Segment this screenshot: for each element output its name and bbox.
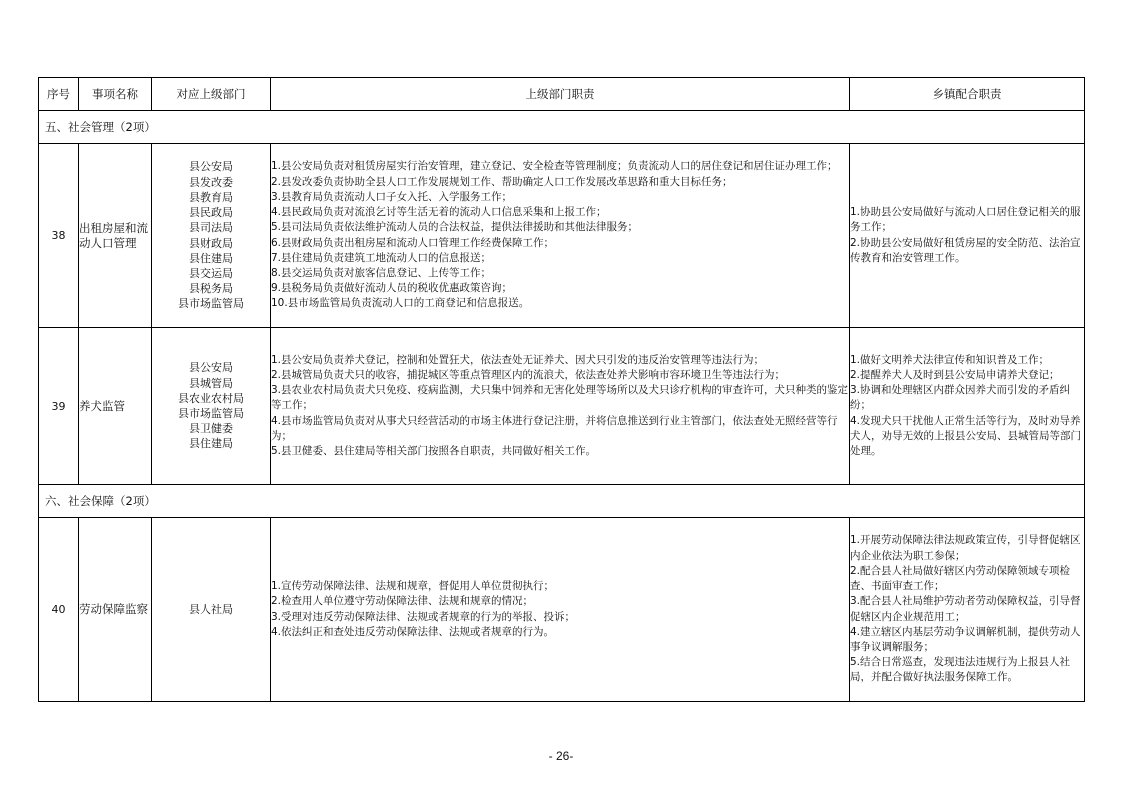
header-seq: 序号 xyxy=(39,78,79,111)
cell-line: 县人社局 xyxy=(189,602,233,616)
page-number: - 26- xyxy=(548,749,574,763)
town-duties-cell xyxy=(850,518,1085,702)
cell-line: 2.配合县人社局做好辖区内劳动保障领域专项检查、书面审查工作； xyxy=(850,564,1071,593)
town-duties-cell xyxy=(850,328,1085,485)
cell-line: 9.县税务局负责做好流动人员的税收优惠政策咨询； xyxy=(271,282,513,295)
cell-line: 3.县教育局负责流动人口子女入托、入学服务工作； xyxy=(271,190,513,203)
upper-duties-cell xyxy=(271,328,850,485)
cell-line: 县发改委 xyxy=(189,175,233,189)
dept-cell xyxy=(152,518,271,702)
dept-cell xyxy=(152,144,271,328)
cell-line: 县交运局 xyxy=(189,266,233,280)
cell-line: 4.建立辖区内基层劳动争议调解机制，提供劳动人事争议调解服务； xyxy=(850,625,1081,653)
cell-line: 7.县住建局负责建筑工地流动人口的信息报送； xyxy=(271,251,492,264)
item-name: 养犬监管 xyxy=(79,328,152,485)
upper-duties-cell xyxy=(271,518,850,702)
cell-line: 县公安局 xyxy=(189,361,233,375)
upper-duties-cell xyxy=(271,144,850,328)
duties-table xyxy=(38,77,1085,702)
row-number: 38 xyxy=(39,144,79,328)
section-title: 五、社会管理（2项） xyxy=(39,111,1085,144)
cell-line: 2.协助县公安局做好租赁房屋的安全防范、法治宣传教育和治安管理工作。 xyxy=(850,236,1081,264)
cell-line: 8.县交运局负责对旅客信息登记、上传等工作； xyxy=(271,266,492,279)
header-item: 事项名称 xyxy=(79,78,152,111)
cell-line: 县公安局 xyxy=(189,160,233,174)
cell-line: 2.检查用人单位遵守劳动保障法律、法规和规章的情况； xyxy=(271,595,534,608)
town-duties-cell xyxy=(850,144,1085,328)
dept-cell xyxy=(152,328,271,485)
cell-line: 1.开展劳动保障法律法规政策宣传，引导督促辖区内企业依法为职工参保； xyxy=(850,534,1081,562)
cell-line: 县住建局 xyxy=(189,437,233,451)
cell-line: 县税务局 xyxy=(189,282,233,296)
cell-line: 1.做好文明养犬法律宣传和知识普及工作； xyxy=(850,353,1050,366)
cell-line: 3.受理对违反劳动保障法律、法规或者规章的行为的举报、投诉； xyxy=(271,610,576,623)
cell-line: 县农业农村局 xyxy=(178,391,244,405)
cell-line: 4.县市场监管局负责对从事犬只经营活动的市场主体进行登记注册，并将信息推送到行业主管部门，依法查处无照经营等行为； xyxy=(271,414,838,442)
row-number: 40 xyxy=(39,518,79,702)
cell-line: 1.宣传劳动保障法律、法规和规章，督促用人单位贯彻执行； xyxy=(271,580,555,593)
cell-line: 5.县卫健委、县住建局等相关部门按照各自职责，共同做好相关工作。 xyxy=(271,445,597,457)
cell-line: 4.县民政局负责对流浪乞讨等生活无着的流动人口信息采集和上报工作； xyxy=(271,206,607,219)
cell-line: 1.协助县公安局做好与流动人口居住登记相关的服务工作； xyxy=(850,206,1081,234)
cell-line: 3.协调和处理辖区内群众因养犬而引发的矛盾纠纷； xyxy=(850,384,1071,412)
cell-line: 县司法局 xyxy=(189,221,233,235)
table-row xyxy=(39,144,1085,328)
cell-line: 县市场监管局 xyxy=(178,407,244,420)
header-upper: 上级部门职责 xyxy=(271,78,850,111)
header-dept: 对应上级部门 xyxy=(152,78,271,111)
cell-line: 4.发现犬只干扰他人正常生活等行为，及时劝导养犬人，劝导无效的上报县公安局、县城管局等部门处理。 xyxy=(850,414,1081,457)
header-town: 乡镇配合职责 xyxy=(850,78,1085,111)
cell-line: 1.县公安局负责对租赁房屋实行治安管理，建立登记、安全检查等管理制度；负责流动人口的居住登记和居住证办理工作； xyxy=(271,160,838,173)
item-name: 出租房屋和流动人口管理 xyxy=(79,144,152,328)
item-name: 劳动保障监察 xyxy=(79,518,152,702)
cell-line: 6.县财政局负责出租房屋和流动人口管理工作经费保障工作； xyxy=(271,236,555,249)
cell-line: 4.依法纠正和查处违反劳动保障法律、法规或者规章的行为。 xyxy=(271,625,555,638)
cell-line: 2.县城管局负责犬只的收容，捕捉城区等重点管理区内的流浪犬，依法查处养犬影响市容环境卫生等违法行为； xyxy=(271,368,786,381)
cell-line: 10.县市场监管局负责流动人口的工商登记和信息报送。 xyxy=(271,297,530,310)
cell-line: 县城管局 xyxy=(189,376,233,390)
table-row xyxy=(39,328,1085,485)
section-row xyxy=(39,485,1085,518)
cell-line: 县卫健委 xyxy=(189,422,233,436)
cell-line: 2.县发改委负责协助全县人口工作发展规划工作、帮助确定人口工作发展改革思路和重大目标任务； xyxy=(271,175,733,188)
cell-line: 县财政局 xyxy=(189,236,233,250)
section-title: 六、社会保障（2项） xyxy=(39,485,1085,518)
cell-line: 3.配合县人社局维护劳动者劳动保障权益，引导督促辖区内企业规范用工； xyxy=(850,595,1081,623)
header-row xyxy=(39,78,1085,111)
cell-line: 5.县司法局负责依法维护流动人员的合法权益，提供法律援助和其他法律服务； xyxy=(271,221,639,234)
cell-line: 县教育局 xyxy=(189,190,233,204)
cell-line: 县住建局 xyxy=(189,251,233,265)
row-number: 39 xyxy=(39,328,79,485)
cell-line: 县民政局 xyxy=(189,206,233,220)
cell-line: 2.提醒养犬人及时到县公安局申请养犬登记； xyxy=(850,368,1060,381)
cell-line: 县市场监管局 xyxy=(178,297,244,311)
table-row xyxy=(39,518,1085,702)
section-row xyxy=(39,111,1085,144)
cell-line: 3.县农业农村局负责犬只免疫、疫病监测，犬只集中饲养和无害化处理等场所以及犬只诊疗机构的审查许可，犬只种类的鉴定等工作； xyxy=(271,384,849,412)
cell-line: 5.结合日常巡查，发现违法违规行为上报县人社局，并配合做好执法服务保障工作。 xyxy=(850,656,1071,684)
cell-line: 1.县公安局负责养犬登记，控制和处置狂犬，依法查处无证养犬、因犬只引发的违反治安管理等违法行为； xyxy=(271,353,765,366)
